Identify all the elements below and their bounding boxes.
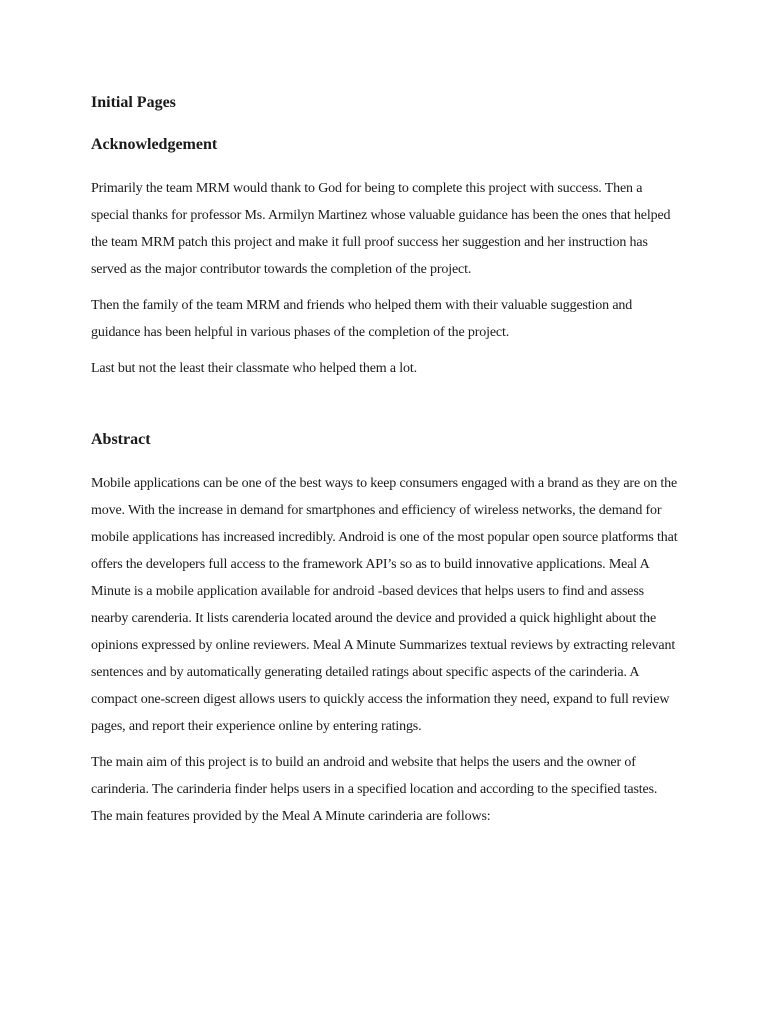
acknowledgement-section (91, 134, 681, 382)
document-page (91, 92, 681, 839)
abstract-section (91, 429, 681, 830)
acknowledgement-heading: Acknowledgement (91, 136, 218, 153)
abstract-paragraph: Mobile applications can be one of the best ways to keep consumers engaged with a brand as they are on the move. With the increase in demand for smartphones and efficiency of wireless networks, the demand for mobile applications has increased incredibly. Android is one of the most popular open source platforms that offers the developers full access to the framework API’s so as to build innovative applications. Meal A Minute is a mobile application available for android -based devices that helps users to find and assess nearby carenderia. It lists carenderia located around the device and provided a quick highlight about the opinions expressed by online reviewers. Meal A Minute Summarizes textual reviews by extracting relevant sentences and by automatically generating detailed ratings about specific aspects of the carinderia. A compact one-screen digest allows users to quickly access the information they need, expand to full review pages, and report their experience online by entering ratings. (91, 476, 678, 734)
acknowledgement-paragraph: Then the family of the team MRM and friends who helped them with their valuable suggestion and guidance has been helpful in various phases of the completion of the project. (91, 298, 633, 340)
acknowledgement-paragraph: Last but not the least their classmate who helped them a lot. (91, 361, 417, 376)
acknowledgement-paragraph: Primarily the team MRM would thank to God for being to complete this project with success. Then a special thanks for professor Ms. Armilyn Martinez whose valuable guidance has been the ones that helped the team MRM patch this project and make it full proof success her suggestion and her instruction has served as the major contributor towards the completion of the project. (91, 181, 671, 277)
document-title: Initial Pages (91, 94, 176, 111)
abstract-paragraph: The main aim of this project is to build an android and website that helps the users and the owner of carinderia. The carinderia finder helps users in a specified location and according to the specified tastes. The main features provided by the Meal A Minute carinderia are follows: (91, 755, 658, 824)
abstract-heading: Abstract (91, 431, 151, 448)
